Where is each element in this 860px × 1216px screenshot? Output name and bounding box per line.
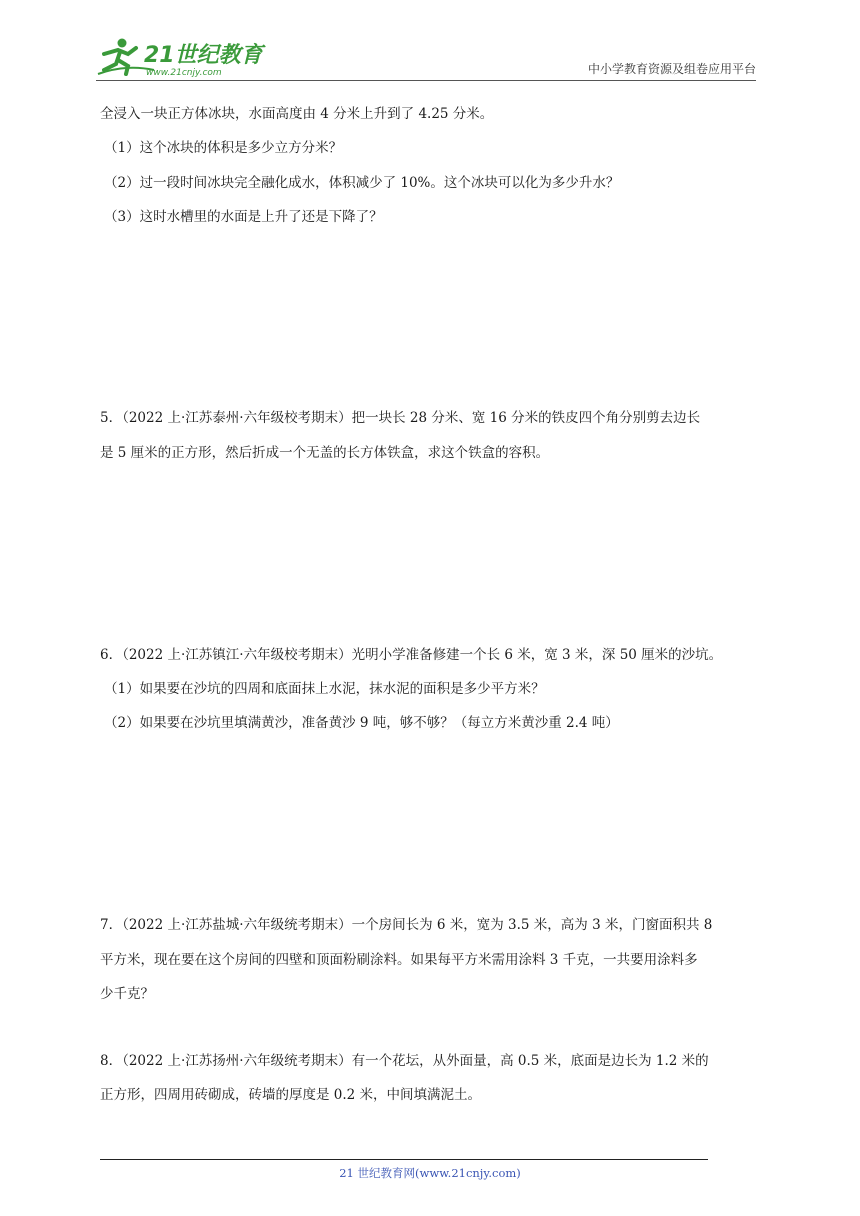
q4-part-3: （3）这时水槽里的水面是上升了还是下降了？ — [104, 209, 383, 225]
q4-continuation: 全浸入一块正方体冰块，水面高度由 4 分米上升到了 4.25 分米。 — [100, 106, 494, 122]
q7-line-2: 平方米，现在要在这个房间的四壁和顶面粉刷涂料。如果每平方米需用涂料 3 千克，一共要用涂料多 — [100, 952, 698, 968]
q8-line-1: 8．（2022 上·江苏扬州·六年级统考期末）有一个花坛，从外面量，高 0.5 米，底面是边长为 1.2 米的 — [100, 1053, 709, 1069]
q7-line-3: 少千克？ — [100, 986, 154, 1002]
logo-url: www.21cnjy.com — [146, 68, 222, 78]
footer-divider — [100, 1159, 708, 1160]
footer-link[interactable]: 21 世纪教育网(www.21cnjy.com) — [339, 1166, 521, 1180]
site-logo — [96, 34, 266, 78]
q6-line-1: 6．（2022 上·江苏镇江·六年级校考期末）光明小学准备修建一个长 6 米，宽 3 米，深 50 厘米的沙坑。 — [100, 647, 723, 663]
q4-part-2: （2）过一段时间冰块完全融化成水，体积减少了 10%。这个冰块可以化为多少升水？ — [104, 175, 620, 191]
q5-line-1: 5．（2022 上·江苏泰州·六年级校考期末）把一块长 28 分米、宽 16 分米的铁皮四个角分别剪去边长 — [100, 410, 701, 426]
q6-part-2: （2）如果要在沙坑里填满黄沙，准备黄沙 9 吨，够不够？（每立方米黄沙重 2.4 吨） — [104, 715, 619, 731]
q5-line-2: 是 5 厘米的正方形，然后折成一个无盖的长方体铁盒，求这个铁盒的容积。 — [100, 445, 550, 461]
q4-part-1: （1）这个冰块的体积是多少立方分米？ — [104, 140, 343, 156]
q6-part-1: （1）如果要在沙坑的四周和底面抹上水泥，抹水泥的面积是多少平方米？ — [104, 681, 545, 697]
q8-line-2: 正方形，四周用砖砌成，砖墙的厚度是 0.2 米，中间填满泥土。 — [100, 1087, 482, 1103]
platform-tagline: 中小学教育资源及组卷应用平台 — [587, 62, 756, 76]
header-divider — [96, 80, 756, 81]
logo-title: 21世纪教育 — [144, 43, 263, 68]
q7-line-1: 7．（2022 上·江苏盐城·六年级统考期末）一个房间长为 6 米，宽为 3.5 米，高为 3 米，门窗面积共 8 — [100, 917, 713, 933]
runner-logo-icon — [96, 34, 266, 78]
